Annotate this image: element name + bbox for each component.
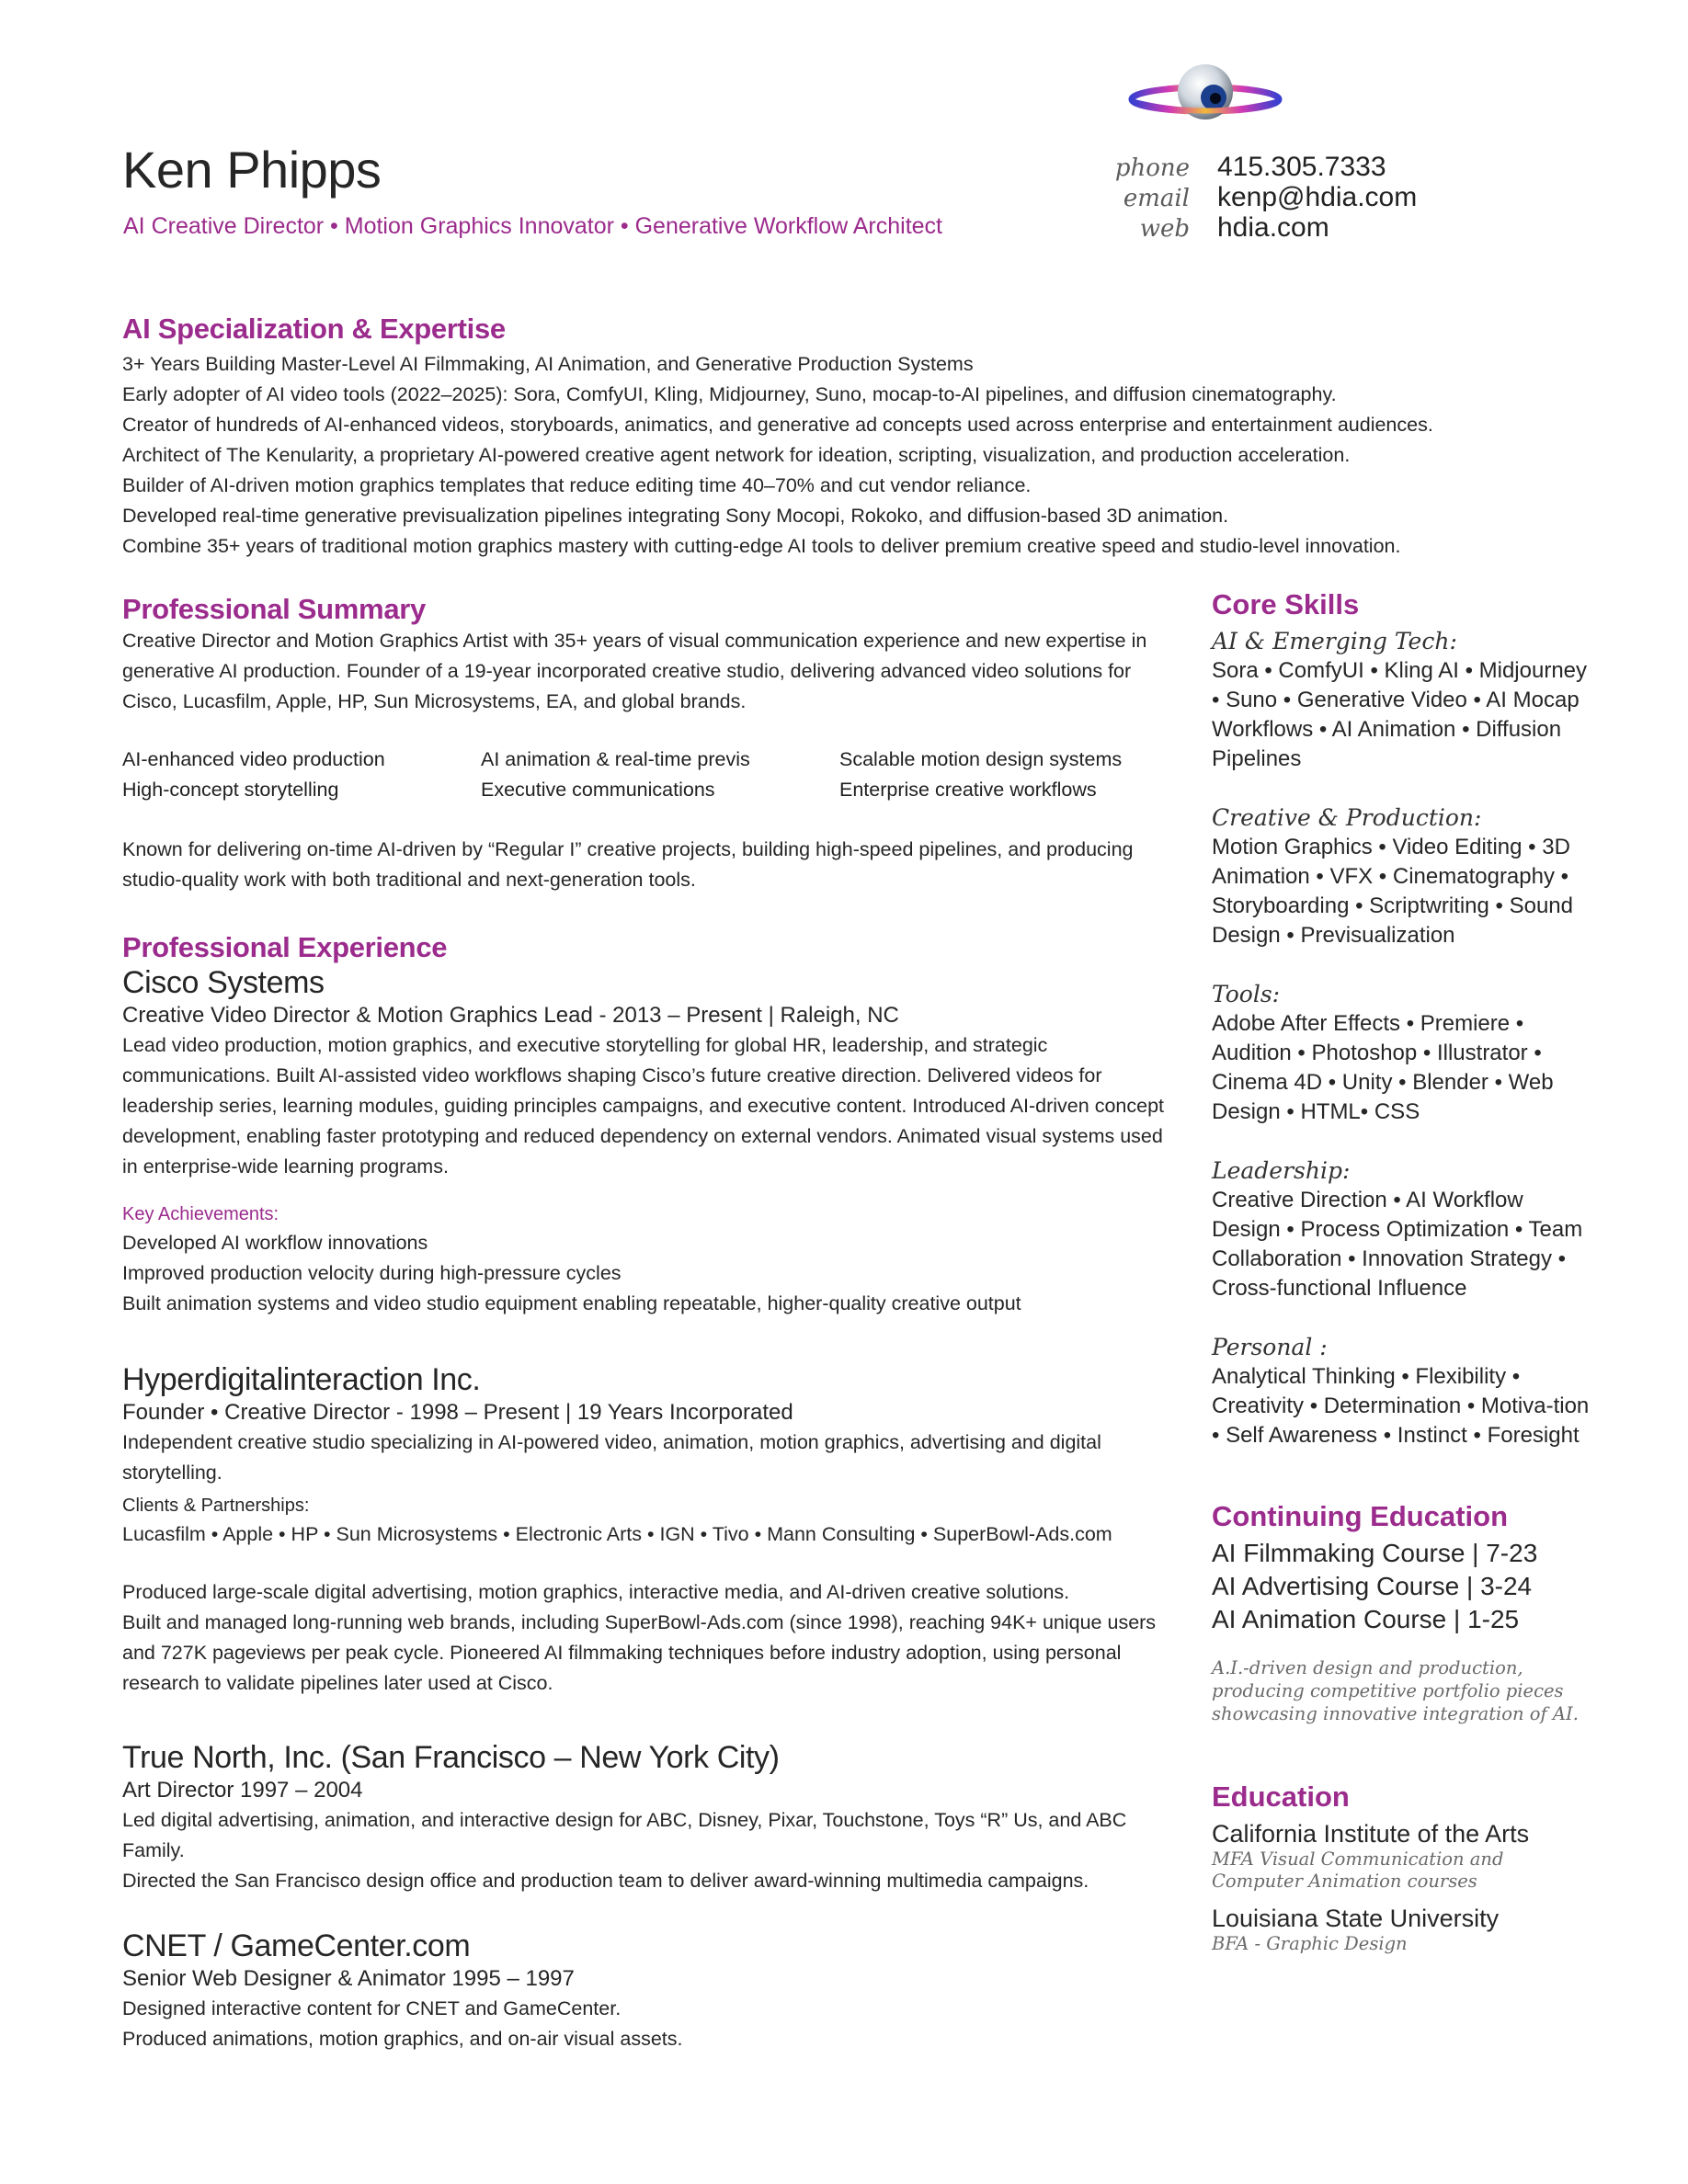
achievements-label: Key Achievements: bbox=[122, 1204, 279, 1224]
section-title: AI Specialization & Expertise bbox=[122, 313, 506, 345]
job-detail: Produced animations, motion graphics, and on-air visual assets. bbox=[122, 2028, 683, 2050]
contact-phone bbox=[1085, 152, 1417, 182]
job-role: Founder • Creative Director - 1998 – Present | 19 Years Incorporated bbox=[122, 1400, 793, 1425]
summary-closing: Known for delivering on-time AI-driven by “Regular I” creative projects, building high-speed pipelines, and producing studio-quality work with both traditional and next-generation tools. bbox=[122, 838, 1134, 891]
job-description: Independent creative studio specializing in AI-powered video, animation, motion graphics, advertising and digital storytelling. bbox=[122, 1431, 1101, 1484]
job-role: Creative Video Director & Motion Graphics Lead - 2013 – Present | Raleigh, NC bbox=[122, 1003, 899, 1028]
spec-line: Early adopter of AI video tools (2022–2025): Sora, ComfyUI, Kling, Midjourney, Suno, mocap-to-AI pipelines, and diffusion cinematography. bbox=[122, 383, 1337, 405]
school-name: California Institute of the Arts bbox=[1212, 1820, 1530, 1848]
skill-text: Adobe After Effects • Premiere • Audition • Photoshop • Illustrator • Cinema 4D • Unity • Blender • Web Design • HTML• CSS bbox=[1212, 1011, 1554, 1124]
web-value[interactable]: hdia.com bbox=[1217, 212, 1329, 243]
course-item: AI Animation Course | 1-25 bbox=[1212, 1605, 1520, 1633]
job-role: Art Director 1997 – 2004 bbox=[122, 1778, 363, 1803]
skill-text: Creative Direction • AI Workflow Design • Process Optimization • Team Collaboration • Innovation Strategy • Cross-functional Influence bbox=[1212, 1188, 1583, 1301]
school-entry bbox=[1212, 1904, 1598, 1955]
spec-line: Combine 35+ years of traditional motion graphics mastery with cutting-edge AI tools to deliver premium creative speed and studio-level innovation. bbox=[122, 535, 1401, 557]
email-value[interactable]: kenp@hdia.com bbox=[1217, 182, 1418, 212]
school-name: Louisiana State University bbox=[1212, 1905, 1500, 1932]
education-note: A.I.-driven design and production, producing competitive portfolio pieces showcasing innovative integration of AI. bbox=[1212, 1657, 1579, 1724]
contact-label: email bbox=[1123, 185, 1190, 212]
sidebar bbox=[1212, 588, 1598, 1955]
spec-line: Architect of The Kenularity, a proprietary AI-powered creative agent network for ideation, scripting, visualization, and production acceleration. bbox=[122, 444, 1351, 466]
skill-text: Motion Graphics • Video Editing • 3D Animation • VFX • Cinematography • Storyboarding • Scriptwriting • Sound Design • Previsualization bbox=[1212, 835, 1573, 948]
education bbox=[1212, 1780, 1598, 1955]
company-name: Cisco Systems bbox=[122, 965, 325, 1000]
achievement-item: Built animation systems and video studio equipment enabling repeatable, higher-quality creative output bbox=[122, 1292, 1021, 1314]
job-cnet bbox=[122, 1928, 1170, 2054]
job-true-north bbox=[122, 1739, 1170, 1896]
job-description: Lead video production, motion graphics, and executive storytelling for global HR, leadership, and strategic communications. Built AI-assisted video workflows shaping Cisco’s future creative direction. Delivered videos for leadership series, learning modules, guiding principles campaigns, and executive content. Introduced AI-driven concept development, enabling faster prototyping and reduced dependency on external vendors. Animated visual systems used in enterprise-wide learning programs. bbox=[122, 1034, 1165, 1177]
professional-summary bbox=[122, 593, 1170, 895]
section-title: Core Skills bbox=[1212, 588, 1360, 620]
highlight-item: Enterprise creative workflows bbox=[839, 779, 1097, 801]
skill-heading: Creative & Production: bbox=[1212, 804, 1482, 831]
achievement-item: Developed AI workflow innovations bbox=[122, 1232, 428, 1254]
achievement-item: Improved production velocity during high-pressure cycles bbox=[122, 1262, 622, 1284]
contact-block bbox=[1085, 152, 1417, 243]
contact-label: phone bbox=[1114, 154, 1190, 182]
spec-line: Builder of AI-driven motion graphics templates that reduce editing time 40–70% and cut vendor reliance. bbox=[122, 474, 1032, 496]
degree: MFA Visual Communication and Computer Animation courses bbox=[1212, 1848, 1504, 1892]
highlight-item: Scalable motion design systems bbox=[839, 748, 1123, 770]
highlight-item: AI-enhanced video production bbox=[122, 748, 385, 770]
skill-heading: Tools: bbox=[1212, 981, 1281, 1007]
spec-line: 3+ Years Building Master-Level AI Filmmaking, AI Animation, and Generative Production Systems bbox=[122, 353, 974, 375]
job-detail: Directed the San Francisco design office and production team to deliver award-winning multimedia campaigns. bbox=[122, 1870, 1089, 1892]
skill-heading: AI & Emerging Tech: bbox=[1212, 628, 1457, 654]
company-name: CNET / GameCenter.com bbox=[122, 1928, 471, 1963]
skill-group bbox=[1212, 803, 1598, 950]
contact-web bbox=[1085, 212, 1417, 243]
skill-group bbox=[1212, 1156, 1598, 1303]
highlight-item: High-concept storytelling bbox=[122, 779, 339, 801]
contact-label: web bbox=[1139, 215, 1190, 243]
section-title: Education bbox=[1212, 1780, 1350, 1813]
job-role: Senior Web Designer & Animator 1995 – 1997 bbox=[122, 1966, 575, 1991]
school-entry bbox=[1212, 1819, 1598, 1893]
highlight-column bbox=[122, 745, 481, 805]
professional-experience bbox=[122, 931, 1170, 2054]
skill-heading: Personal : bbox=[1212, 1334, 1328, 1360]
job-detail: Led digital advertising, animation, and interactive design for ABC, Disney, Pixar, Touchstone, Toys “R” Us, and ABC Family. bbox=[122, 1809, 1127, 1861]
section-title: Professional Experience bbox=[122, 931, 448, 963]
job-cisco bbox=[122, 964, 1170, 1319]
main-column bbox=[122, 593, 1170, 2054]
company-name: True North, Inc. (San Francisco – New York City) bbox=[122, 1740, 780, 1775]
clients-label: Clients & Partnerships: bbox=[122, 1496, 310, 1516]
continuing-education bbox=[1212, 1500, 1598, 1725]
phone-value[interactable]: 415.305.7333 bbox=[1217, 152, 1386, 182]
tagline: AI Creative Director • Motion Graphics Innovator • Generative Workflow Architect bbox=[123, 213, 942, 239]
course-item: AI Filmmaking Course | 7-23 bbox=[1212, 1539, 1538, 1567]
summary-highlights bbox=[122, 745, 1170, 805]
candidate-name: Ken Phipps bbox=[122, 141, 382, 199]
highlight-column bbox=[481, 745, 839, 805]
clients-list: Lucasfilm • Apple • HP • Sun Microsystems • Electronic Arts • IGN • Tivo • Mann Consulting • SuperBowl-Ads.com bbox=[122, 1523, 1112, 1545]
highlight-column bbox=[839, 745, 1170, 805]
summary-intro: Creative Director and Motion Graphics Artist with 35+ years of visual communication experience and new expertise in generative AI production. Founder of a 19-year incorporated creative studio, delivering advanced video solutions for Cisco, Lucasfilm, Apple, HP, Sun Microsystems, EA, and global brands. bbox=[122, 630, 1147, 712]
degree: BFA - Graphic Design bbox=[1212, 1933, 1408, 1954]
skill-group bbox=[1212, 980, 1598, 1127]
highlight-item: Executive communications bbox=[481, 779, 715, 801]
contact-email bbox=[1085, 182, 1417, 212]
skill-group bbox=[1212, 1333, 1598, 1450]
skill-text: Sora • ComfyUI • Kling AI • Midjourney • Suno • Generative Video • AI Mocap Workflows • AI Animation • Diffusion Pipelines bbox=[1212, 658, 1588, 771]
ai-specialization-section bbox=[122, 313, 1446, 562]
company-name: Hyperdigitalinteraction Inc. bbox=[122, 1362, 481, 1397]
skill-group bbox=[1212, 627, 1598, 774]
job-detail: Designed interactive content for CNET and GameCenter. bbox=[122, 1997, 622, 2019]
spec-line: Creator of hundreds of AI-enhanced videos, storyboards, animatics, and generative ad concepts used across enterprise and entertainment audiences. bbox=[122, 414, 1433, 436]
eye-planet-logo bbox=[1127, 59, 1283, 125]
job-hyperdigitalinteraction bbox=[122, 1361, 1170, 1699]
highlight-item: AI animation & real-time previs bbox=[481, 748, 750, 770]
section-title: Continuing Education bbox=[1212, 1500, 1509, 1532]
job-detail: Produced large-scale digital advertising, motion graphics, interactive media, and AI-driven creative solutions. bbox=[122, 1581, 1070, 1603]
skill-text: Analytical Thinking • Flexibility • Creativity • Determination • Motiva-tion • Self Awareness • Instinct • Foresight bbox=[1212, 1364, 1590, 1448]
section-title: Professional Summary bbox=[122, 593, 426, 625]
course-item: AI Advertising Course | 3-24 bbox=[1212, 1572, 1533, 1600]
skill-heading: Leadership: bbox=[1212, 1157, 1351, 1184]
spec-line: Developed real-time generative previsualization pipelines integrating Sony Mocopi, Rokoko, and diffusion-based 3D animation. bbox=[122, 505, 1229, 527]
job-detail: Built and managed long-running web brands, including SuperBowl-Ads.com (since 1998), reaching 94K+ unique users and 727K pageviews per peak cycle. Pioneered AI filmmaking techniques before industry adoption, using personal research to validate pipelines later used at Cisco. bbox=[122, 1611, 1157, 1694]
